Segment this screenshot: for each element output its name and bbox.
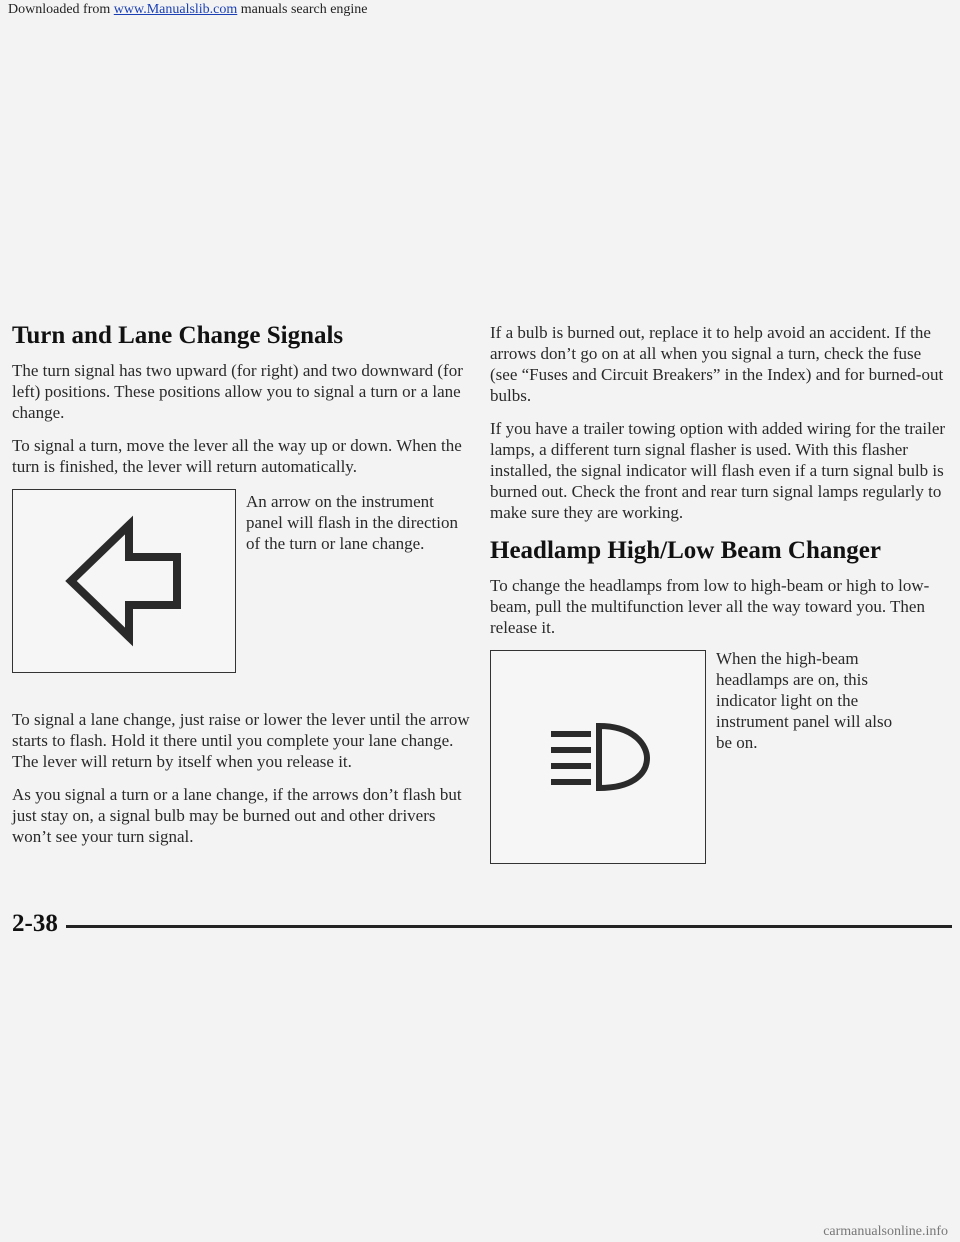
high-beam-indicator-figure xyxy=(490,650,706,864)
turn-signal-figure xyxy=(12,489,472,673)
right-column xyxy=(490,322,952,900)
download-banner xyxy=(0,0,960,20)
watermark: carmanualsonline.info xyxy=(823,1224,948,1239)
banner-prefix: Downloaded from xyxy=(8,2,111,17)
left-column xyxy=(12,322,472,859)
figure-caption: An arrow on the instrument panel will flash in the direction of the turn or lane change. xyxy=(246,492,458,553)
footer-rule xyxy=(66,925,952,928)
paragraph: To signal a lane change, just raise or lower the lever until the arrow starts to flash. Hold it there until you complete your lane change. The lever will return by itself when you release it. xyxy=(12,710,470,771)
turn-signals-heading: Turn and Lane Change Signals xyxy=(12,322,344,349)
paragraph: If you have a trailer towing option with added wiring for the trailer lamps, a different turn signal flasher is used. With this flasher installed, the signal indicator will flash even if a turn signal bulb is burned out. Check the front and rear turn signal lamps regularly to make sure they are working. xyxy=(490,419,946,522)
headlamp-beam-heading: Headlamp High/Low Beam Changer xyxy=(490,537,881,564)
high-beam-indicator-icon xyxy=(543,712,653,802)
paragraph: To signal a turn, move the lever all the way up or down. When the turn is finished, the lever will return automatically. xyxy=(12,436,462,476)
turn-signal-arrow-figure xyxy=(12,489,236,673)
paragraph: The turn signal has two upward (for right) and two downward (for left) positions. These positions allow you to signal a turn or a lane change. xyxy=(12,361,463,422)
high-beam-figure xyxy=(490,650,952,864)
page-number: 2-38 xyxy=(12,910,58,937)
paragraph: As you signal a turn or a lane change, if the arrows don’t flash but just stay on, a signal bulb may be burned out and other drivers won’t see your turn signal. xyxy=(12,785,462,846)
figure-caption: When the high-beam headlamps are on, this indicator light on the instrument panel will also be on. xyxy=(716,649,893,752)
paragraph: To change the headlamps from low to high-beam or high to low-beam, pull the multifunction lever all the way toward you. Then release it. xyxy=(490,576,930,637)
manualslib-link[interactable]: www.Manualslib.com xyxy=(113,2,238,17)
turn-signal-arrow-icon xyxy=(49,511,199,651)
page-footer xyxy=(12,904,952,944)
paragraph: If a bulb is burned out, replace it to help avoid an accident. If the arrows don’t go on at all when you signal a turn, check the fuse (see “Fuses and Circuit Breakers” in the Index) and for burned-out bulbs. xyxy=(490,323,944,405)
banner-suffix: manuals search engine xyxy=(240,2,368,17)
